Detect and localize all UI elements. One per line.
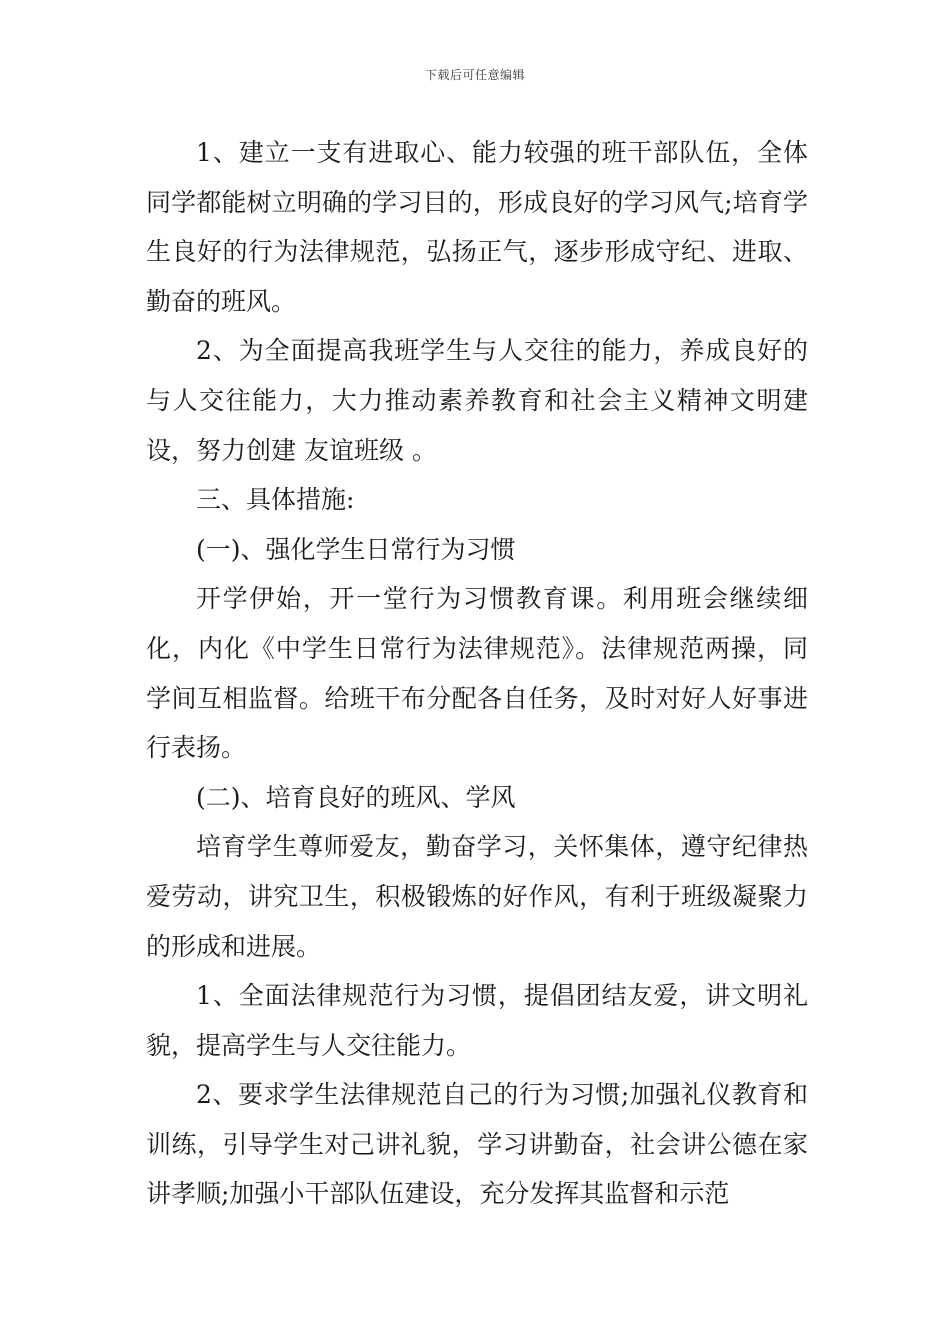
subheading-habits: (一)、强化学生日常行为习惯 xyxy=(196,534,516,564)
document-body xyxy=(146,128,808,1219)
paragraph-item-1: 1、全面法律规范行为习惯，提倡团结友爱，讲文明礼貌，提高学生与人交往能力。 xyxy=(146,981,808,1060)
paragraph-goal-2: 2、为全面提高我班学生与人交往的能力，养成良好的与人交往能力，大力推动素养教育和社会主义精神文明建设，努力创建 友谊班级 。 xyxy=(146,336,808,465)
page-header-note: 下载后可任意编辑 xyxy=(424,68,525,82)
paragraph-class-style: 培育学生尊师爱友，勤奋学习，关怀集体，遵守纪律热爱劳动，讲究卫生，积极锻炼的好作风，有利于班级凝聚力的形成和进展。 xyxy=(146,832,808,961)
section-heading-measures: 三、具体措施: xyxy=(196,485,355,515)
paragraph-goal-1: 1、建立一支有进取心、能力较强的班干部队伍，全体同学都能树立明确的学习目的，形成良好的学习风气;培育学生良好的行为法律规范，弘扬正气，逐步形成守纪、进取、勤奋的班风。 xyxy=(146,138,808,316)
subheading-class-style: (二)、培育良好的班风、学风 xyxy=(196,782,516,812)
paragraph-habits: 开学伊始，开一堂行为习惯教育课。利用班会继续细化，内化《中学生日常行为法律规范》。法律规范两操，同学间互相监督。给班干布分配各自任务，及时对好人好事进行表扬。 xyxy=(146,584,808,763)
paragraph-item-2: 2、要求学生法律规范自己的行为习惯;加强礼仪教育和训练，引导学生对己讲礼貌，学习讲勤奋，社会讲公德在家讲孝顺;加强小干部队伍建设，充分发挥其监督和示范 xyxy=(146,1080,808,1209)
